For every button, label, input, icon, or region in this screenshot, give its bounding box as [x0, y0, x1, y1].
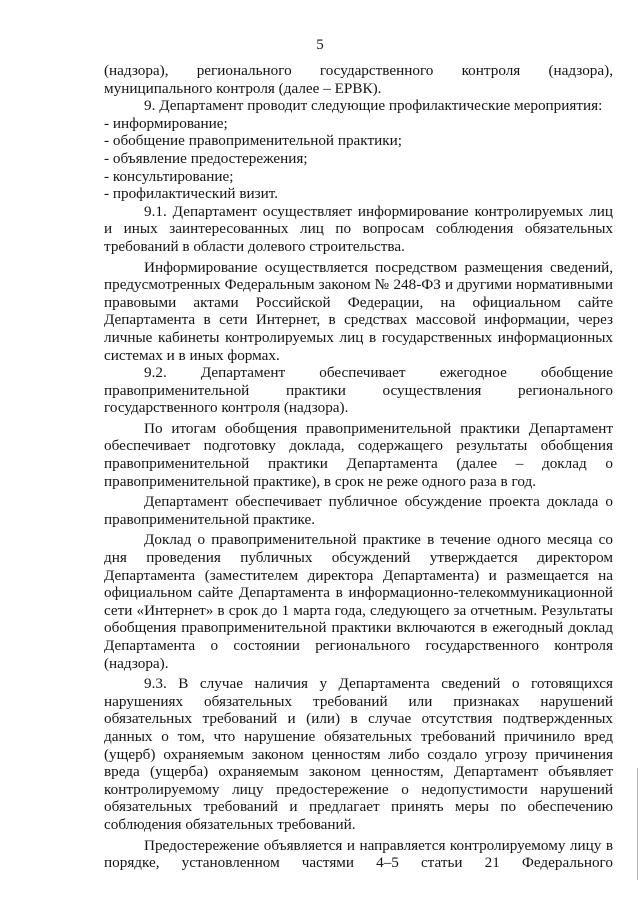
list-item-preventive-visit: - профилактический визит. — [104, 185, 279, 203]
paragraph-informing-methods: Информирование осуществляется посредством размещения сведений, предусмотренных Федеральным законом № 248-ФЗ и другими нормативными правовыми актами Российской Федерации, на официальном сайте Департамента в сети Интернет, в средствах массовой информации, через личные кабинеты контролируемых лиц в государственных информационных системах и в иных формах. — [104, 258, 613, 364]
paragraph-report-preparation: По итогам обобщения правоприменительной практики Департамент обеспечивает подготовку доклада, содержащего результаты обобщения правоприменительной практики Департамента (далее – доклад о правоприменительной практике), в срок не реже одного раза в год. — [104, 419, 613, 490]
paragraph-9: 9. Департамент проводит следующие профилактические мероприятия: — [144, 97, 603, 115]
paragraph-9-3: 9.3. В случае наличия у Департамента сведений о готовящихся нарушениях обязательных требований или признаках нарушений обязательных требований и (или) в случае отсутствия подтвержденных данных о том, что нарушение обязательных требований причинило вред (ущерб) охраняемым законом ценностям либо создало угрозу причинения вреда (ущерба) охраняемым законом ценностям, Департамент объявляет контролируемому лицу предостережение о недопустимости нарушений обязательных требований и предлагает принять меры по обеспечению соблюдения обязательных требований. — [104, 675, 613, 833]
list-item-consulting: - консультирование; — [104, 167, 234, 185]
list-item-warning: - объявление предостережения; — [104, 149, 308, 167]
paragraph-9-2: 9.2. Департамент обеспечивает ежегодное обобщение правоприменительной практики осуществления регионального государственного контроля (надзора). — [104, 364, 613, 417]
list-item-informing: - информирование; — [104, 114, 228, 132]
paragraph-continuation: (надзора), регионального государственного контроля (надзора), муниципального контроля (далее – ЕРВК). — [104, 62, 613, 97]
paragraph-9-1: 9.1. Департамент осуществляет информирование контролируемых лиц и иных заинтересованных лиц по вопросам соблюдения обязательных требований в области долевого строительства. — [104, 202, 613, 255]
document-body — [104, 62, 613, 872]
paragraph-public-discussion: Департамент обеспечивает публичное обсуждение проекта доклада о правоприменительной практике. — [104, 493, 613, 528]
paragraph-warning-procedure: Предостережение объявляется и направляется контролируемому лицу в порядке, установленном частями 4–5 статьи 21 Федерального — [104, 836, 613, 872]
page-number: 5 — [316, 37, 324, 53]
paragraph-report-approval: Доклад о правоприменительной практике в течение одного месяца со дня проведения публичных обсуждений утверждается директором Департамента (заместителем директора Департамента) и размещается на официальном сайте Департамента в информационно-телекоммуникационной сети «Интернет» в срок до 1 марта года, следующего за отчетным. Результаты обобщения правоприменительной практики включаются в ежегодный доклад Департамента о состоянии регионального государственного контроля (надзора). — [104, 531, 613, 672]
list-item-generalization: - обобщение правоприменительной практики; — [104, 132, 402, 150]
scan-edge-line — [637, 768, 638, 880]
